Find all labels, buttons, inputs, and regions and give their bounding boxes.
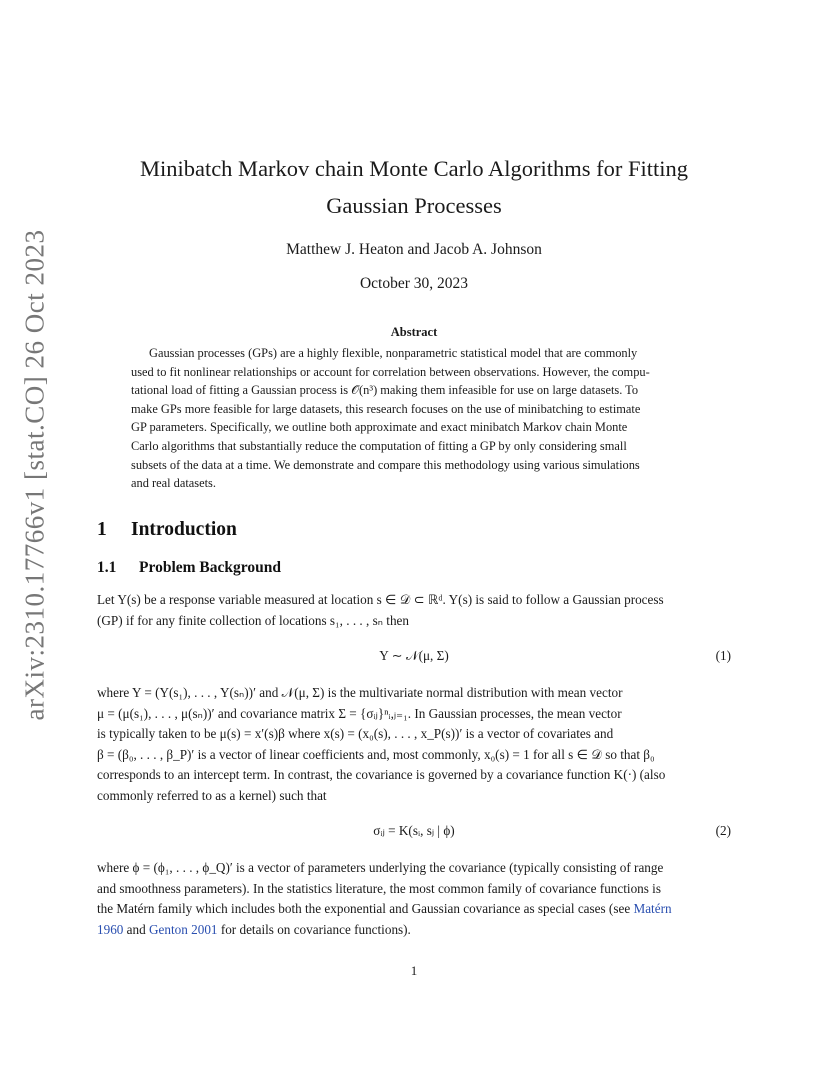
paragraph-gp-definition bbox=[97, 590, 731, 631]
text-line: commonly referred to as a kernel) such that bbox=[97, 787, 327, 803]
citation-link-matern-1960-year[interactable]: 1960 bbox=[97, 921, 124, 937]
text-line: and smoothness parameters). In the statistics literature, the most common family of covariance functions is bbox=[97, 880, 661, 896]
abstract-line: and real datasets. bbox=[131, 476, 216, 491]
authors: Matthew J. Heaton and Jacob A. Johnson bbox=[286, 241, 542, 258]
text-line bbox=[97, 899, 731, 920]
text-span: for details on covariance functions). bbox=[217, 921, 411, 937]
equation-expression: Y ∼ 𝒩(μ, Σ) bbox=[379, 648, 449, 663]
text-line: where Y = (Y(s₁), . . . , Y(sₙ))′ and 𝒩(μ, Σ) is the multivariate normal distribution with mean vector bbox=[97, 685, 623, 700]
arxiv-identifier: arXiv:2310.17766v1 [stat.CO] 26 Oct 2023 bbox=[19, 229, 50, 721]
section-number: 1 bbox=[97, 519, 107, 540]
subsection-title: Problem Background bbox=[139, 559, 281, 576]
paper-title bbox=[100, 150, 728, 224]
date: October 30, 2023 bbox=[359, 275, 469, 292]
abstract-heading: Abstract bbox=[390, 325, 438, 339]
text-span: and bbox=[123, 921, 150, 937]
abstract-line: GP parameters. Specifically, we outline both approximate and exact minibatch Markov chain Monte bbox=[131, 420, 628, 435]
text-line: corresponds to an intercept term. In contrast, the covariance is governed by a covariance function K(·) (also bbox=[97, 767, 666, 782]
abstract-line: tational load of fitting a Gaussian process is 𝒪(n³) making them infeasible for use on large datasets. To bbox=[131, 383, 639, 398]
equation-2 bbox=[97, 821, 731, 843]
paragraph-covariance-parameters bbox=[97, 858, 731, 940]
abstract-line: subsets of the data at a time. We demonstrate and compare this methodology using various simulations bbox=[131, 457, 640, 472]
text-line: where ϕ = (ϕ₁, . . . , ϕ_Q)′ is a vector of parameters underlying the covariance (typically consisting of range bbox=[97, 860, 664, 875]
abstract-line: make GPs more feasible for large datasets, this research focuses on the use of minibatching to estimate bbox=[131, 401, 641, 416]
citation-link-genton-2001[interactable]: Genton 2001 bbox=[149, 921, 218, 937]
equation-number: (1) bbox=[715, 648, 731, 663]
text-line: (GP) if for any finite collection of locations s₁, . . . , sₙ then bbox=[97, 612, 409, 628]
arxiv-sidebar-stamp bbox=[10, 229, 60, 721]
title-line-1: Minibatch Markov chain Monte Carlo Algorithms for Fitting bbox=[139, 156, 689, 181]
text-line: is typically taken to be μ(s) = x′(s)β where x(s) = (x₀(s), . . . , x_P(s))′ is a vector of covariates and bbox=[97, 726, 614, 741]
text-line: μ = (μ(s₁), . . . , μ(sₙ))′ and covariance matrix Σ = {σᵢⱼ}ⁿᵢ,ⱼ₌₁. In Gaussian processes, the mean vector bbox=[97, 705, 622, 721]
section-heading-introduction bbox=[97, 519, 237, 541]
equation-number: (2) bbox=[715, 823, 731, 838]
abstract-line: Gaussian processes (GPs) are a highly flexible, nonparametric statistical model that are commonly bbox=[149, 346, 638, 360]
subsection-heading-problem-background bbox=[97, 559, 281, 577]
section-title: Introduction bbox=[131, 519, 237, 540]
abstract-line: Carlo algorithms that substantially reduce the computation of fitting a GP by only considering small bbox=[131, 438, 627, 453]
text-line: β = (β₀, . . . , β_P)′ is a vector of linear coefficients and, most commonly, x₀(s) = 1 for all s ∈ 𝒟 so that β₀ bbox=[97, 746, 655, 762]
text-span: the Matérn family which includes both the exponential and Gaussian covariance as special cases (see bbox=[97, 901, 631, 916]
title-line-2: Gaussian Processes bbox=[326, 193, 502, 218]
equation-expression: σᵢⱼ = K(sᵢ, sⱼ | ϕ) bbox=[373, 823, 455, 838]
paragraph-mean-covariance bbox=[97, 683, 731, 806]
abstract-line: used to fit nonlinear relationships or account for correlation between observations. However, the compu- bbox=[131, 364, 650, 379]
citation-link-matern-1960[interactable]: Matérn bbox=[633, 901, 672, 916]
page-number: 1 bbox=[410, 963, 418, 978]
text-line: Let Y(s) be a response variable measured at location s ∈ 𝒟 ⊂ ℝᵈ. Y(s) is said to follow a Gaussian process bbox=[97, 592, 664, 607]
subsection-number: 1.1 bbox=[97, 559, 117, 576]
text-line bbox=[97, 920, 731, 941]
equation-1 bbox=[97, 646, 731, 668]
abstract-body bbox=[131, 344, 697, 493]
